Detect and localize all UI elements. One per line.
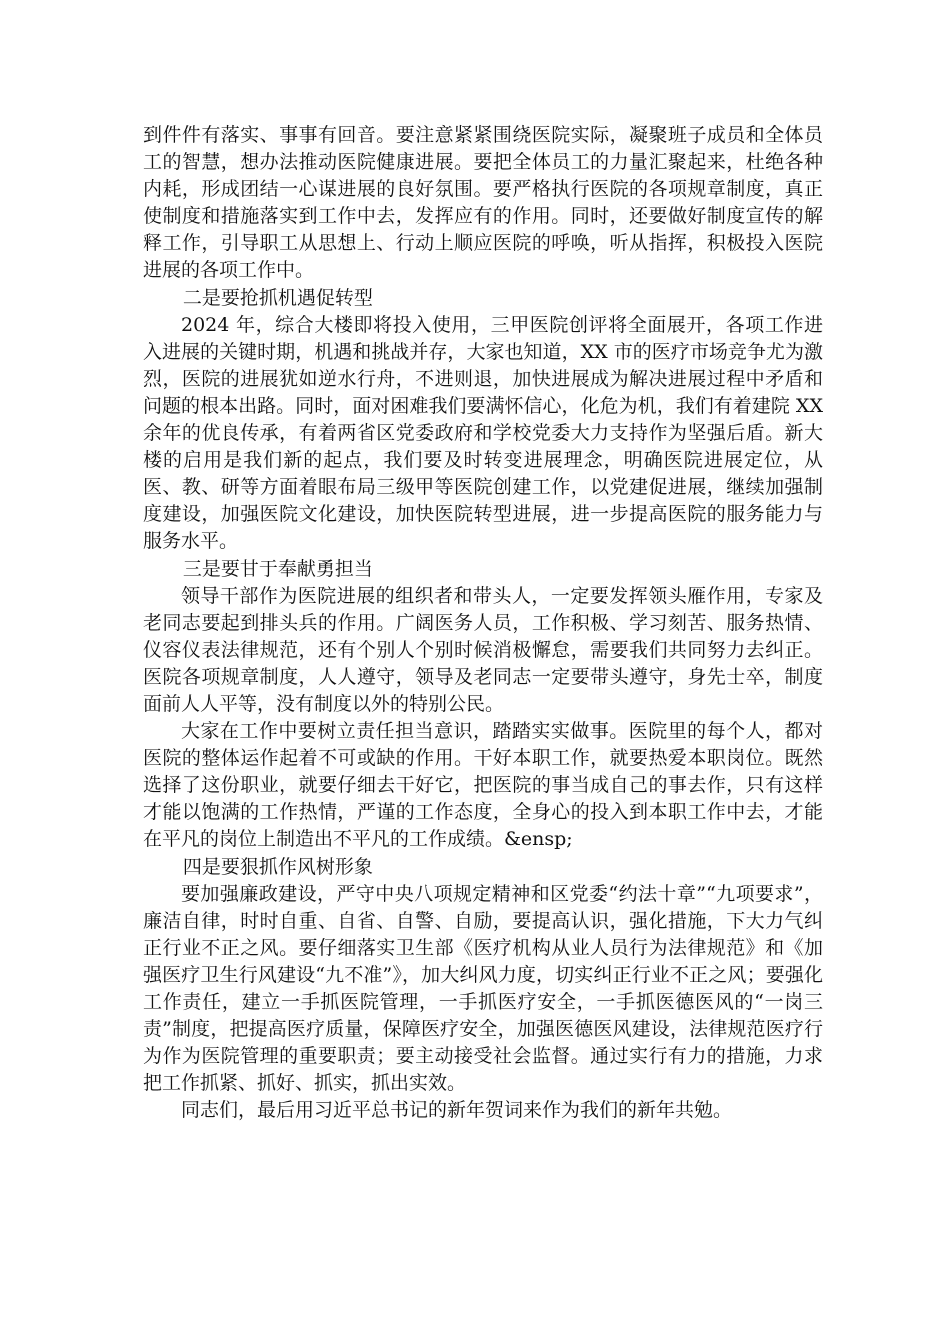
document-body — [143, 122, 823, 1124]
section-heading-2: 二是要抢抓机遇促转型 — [182, 286, 373, 309]
paragraph-section-2: 2024 年，综合大楼即将投入使用，三甲医院创评将全面展开，各项工作进入进展的关键时期，机遇和挑战并存，大家也知道，XX 市的医疗市场竞争尤为激烈，医院的进展犹如逆水行舟，不进则退，加快进展成为解决进展过程中矛盾和问题的根本出路。同时，面对困难我们要满怀信心，化危为机，我们有着建院 XX 余年的优良传承，有着两省区党委政府和学校党委大力支持作为坚强后盾。新大楼的启用是我们新的起点，我们要及时转变进展理念，明确医院进展定位，从医、教、研等方面着眼布局三级甲等医院创建工作，以党建促进展，继续加强制度建设，加强医院文化建设，加快医院转型进展，进一步提高医院的服务能力与服务水平。 — [143, 313, 823, 553]
paragraph-section-3a: 领导干部作为医院进展的组织者和带头人，一定要发挥领头雁作用，专家及老同志要起到排头兵的作用。广阔医务人员，工作积极、学习刻苦、服务热情、仪容仪表法律规范，还有个别人个别时候消极懈怠，需要我们共同努力去纠正。医院各项规章制度，人人遵守，领导及老同志一定要带头遵守，身先士卒，制度面前人人平等，没有制度以外的特别公民。 — [143, 584, 823, 715]
section-heading-4: 四是要狠抓作风树形象 — [182, 855, 373, 878]
paragraph-section-3b: 大家在工作中要树立责任担当意识，踏踏实实做事。医院里的每个人，都对医院的整体运作起着不可或缺的作用。干好本职工作，就要热爱本职岗位。既然选择了这份职业，就要仔细去干好它，把医院的事当成自己的事去作，只有这样才能以饱满的工作热情，严谨的工作态度，全身心的投入到本职工作中去，才能在平凡的岗位上制造出不平凡的工作成绩。&ensp; — [143, 720, 823, 851]
section-heading-3: 三是要甘于奉献勇担当 — [182, 557, 373, 580]
paragraph-continuation: 到件件有落实、事事有回音。要注意紧紧围绕医院实际，凝聚班子成员和全体员工的智慧，想办法推动医院健康进展。要把全体员工的力量汇聚起来，杜绝各种内耗，形成团结一心谋进展的良好氛围。要严格执行医院的各项规章制度，真正使制度和措施落实到工作中去，发挥应有的作用。同时，还要做好制度宣传的解释工作，引导职工从思想上、行动上顺应医院的呼唤，听从指挥，积极投入医院进展的各项工作中。 — [143, 124, 823, 282]
paragraph-closing: 同志们，最后用习近平总书记的新年贺词来作为我们的新年共勉。 — [181, 1099, 733, 1122]
paragraph-section-4: 要加强廉政建设，严守中央八项规定精神和区党委“约法十章”“九项要求”，廉洁自律，时时自重、自省、自警、自励，要提高认识，强化措施，下大力气纠正行业不正之风。要仔细落实卫生部《医疗机构从业人员行为法律规范》和《加强医疗卫生行风建设“九不准”》，加大纠风力度，切实纠正行业不正之风；要强化工作责任，建立一手抓医院管理，一手抓医疗安全，一手抓医德医风的“一岗三责”制度，把提高医疗质量，保障医疗安全，加强医德医风建设，法律规范医疗行为作为医院管理的重要职责；要主动接受社会监督。通过实行有力的措施，力求把工作抓紧、抓好、抓实，抓出实效。 — [143, 882, 823, 1095]
